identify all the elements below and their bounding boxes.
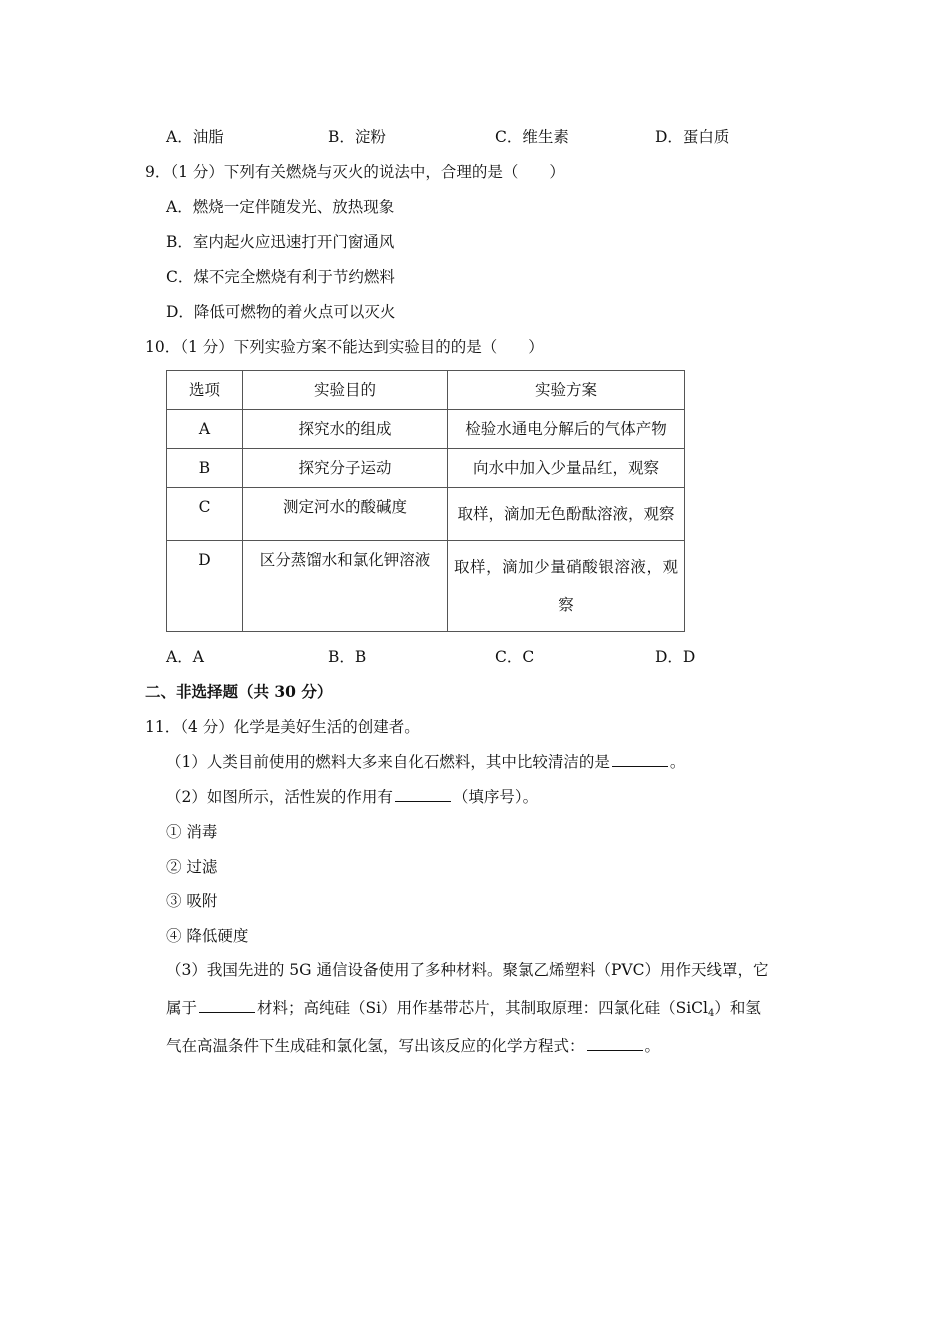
q11-part3-line3	[166, 1035, 660, 1057]
q11-part2	[166, 786, 538, 808]
q11-part3-end: 。	[644, 1037, 661, 1055]
table-cell: A	[167, 410, 243, 449]
experiment-table	[166, 370, 685, 632]
table-cell: 探究分子运动	[243, 449, 448, 488]
q9-option-c: C．煤不完全燃烧有利于节约燃料	[166, 268, 395, 286]
table-header: 实验目的	[243, 371, 448, 410]
answer-blank[interactable]	[587, 1036, 643, 1051]
table-cell: 测定河水的酸碱度	[243, 488, 448, 541]
q10-option-a: A．A	[166, 648, 204, 666]
table-row	[167, 488, 685, 541]
answer-blank[interactable]	[612, 752, 668, 767]
table-cell: 向水中加入少量品红，观察	[448, 449, 685, 488]
q10-option-d: D．D	[655, 648, 696, 666]
q11-part2-text: （2）如图所示，活性炭的作用有	[166, 788, 393, 806]
section-title: 二、非选择题（共 30 分）	[145, 682, 333, 701]
q11-part1-end: 。	[669, 753, 686, 771]
q10-option-c: C．C	[495, 648, 535, 666]
q11-part3-text: ）和氢	[714, 999, 761, 1017]
q11-part2-end: （填序号）。	[452, 788, 539, 806]
table-header: 实验方案	[448, 371, 685, 410]
q8-option-d: D．蛋白质	[655, 128, 730, 146]
q11-stem: 11．（4 分）化学是美好生活的创建者。	[145, 718, 420, 736]
q10-stem: 10．（1 分）下列实验方案不能达到实验目的的是（ ）	[145, 338, 544, 356]
table-cell: 探究水的组成	[243, 410, 448, 449]
table-row	[167, 449, 685, 488]
q11-part1	[166, 751, 685, 773]
q11-choice-1: ① 消毒	[166, 823, 218, 841]
answer-blank[interactable]	[199, 998, 255, 1013]
table-cell: B	[167, 449, 243, 488]
table-cell: 区分蒸馏水和氯化钾溶液	[243, 541, 448, 632]
table-cell: 取样，滴加少量硝酸银溶液，观察	[448, 541, 685, 632]
table-header: 选项	[167, 371, 243, 410]
answer-blank[interactable]	[395, 787, 451, 802]
q11-part3-text: 气在高温条件下生成硅和氯化氢，写出该反应的化学方程式：	[166, 1037, 585, 1055]
q9-option-b: B．室内起火应迅速打开门窗通风	[166, 233, 395, 251]
q8-option-b: B．淀粉	[328, 128, 386, 146]
q11-part3-line1: （3）我国先进的 5G 通信设备使用了多种材料。聚氯乙烯塑料（PVC）用作天线罩，它	[166, 961, 769, 979]
table-cell: D	[167, 541, 243, 632]
table-row	[167, 410, 685, 449]
q10-option-b: B．B	[328, 648, 367, 666]
q11-choice-3: ③ 吸附	[166, 892, 218, 910]
q8-option-a: A．油脂	[166, 128, 224, 146]
q11-choice-2: ② 过滤	[166, 858, 218, 876]
q11-part3-text: 材料；高纯硅（Si）用作基带芯片，其制取原理：四氯化硅（SiCl	[257, 999, 708, 1017]
q11-choice-4: ④ 降低硬度	[166, 927, 249, 945]
q9-stem: 9．（1 分）下列有关燃烧与灭火的说法中，合理的是（ ）	[145, 163, 565, 181]
q11-part3-line2	[166, 997, 761, 1025]
q11-part1-text: （1）人类目前使用的燃料大多来自化石燃料，其中比较清洁的是	[166, 753, 610, 771]
table-cell: C	[167, 488, 243, 541]
q11-part3-text: 属于	[166, 999, 198, 1017]
table-row	[167, 541, 685, 632]
table-header-row	[167, 371, 685, 410]
subscript: 4	[708, 1008, 715, 1019]
table-cell: 取样，滴加无色酚酞溶液，观察	[448, 488, 685, 541]
q8-option-c: C．维生素	[495, 128, 569, 146]
q9-option-a: A．燃烧一定伴随发光、放热现象	[166, 198, 395, 216]
q9-option-d: D．降低可燃物的着火点可以灭火	[166, 303, 396, 321]
table-cell: 检验水通电分解后的气体产物	[448, 410, 685, 449]
